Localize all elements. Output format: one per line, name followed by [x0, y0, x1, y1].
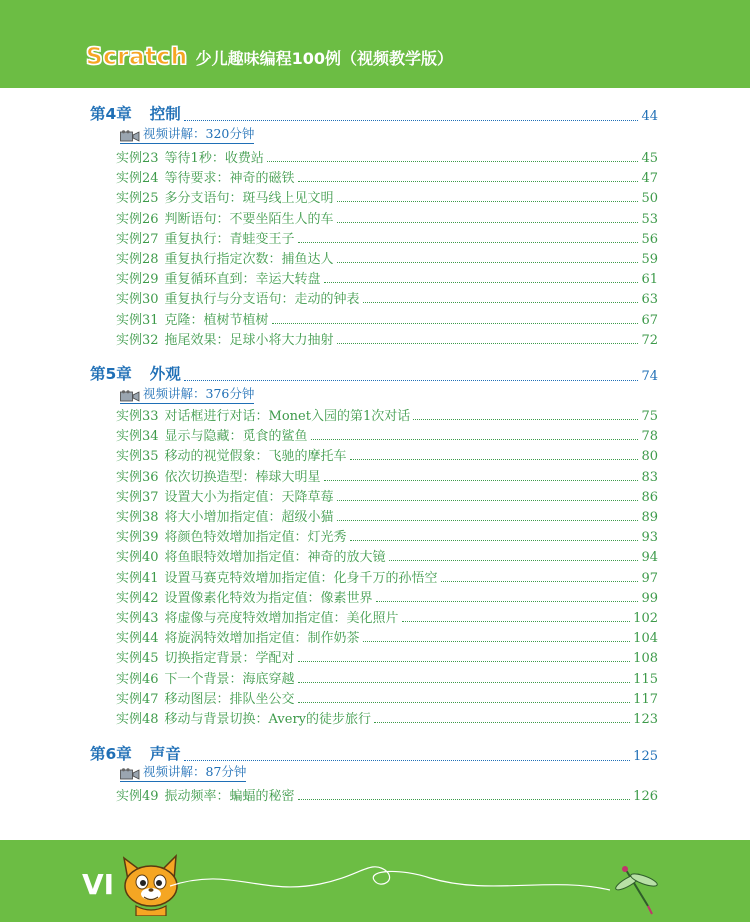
toc-entry-row[interactable]: [0, 786, 750, 804]
entry-title: 设置大小为指定值：天降草莓: [164, 489, 334, 505]
leader-dots: [267, 161, 639, 162]
entry-number: 实例47: [116, 691, 159, 707]
entry-title: 将大小增加指定值：超级小猫: [164, 510, 334, 525]
entry-page: 102: [633, 611, 658, 626]
entry-page: 80: [641, 449, 658, 465]
leader-dots: [413, 419, 638, 420]
toc-entry-row[interactable]: [0, 229, 750, 247]
leader-dots: [324, 480, 639, 481]
swirl-line-icon: [170, 856, 610, 906]
entry-label: [116, 187, 334, 206]
entry-title: 将颜色特效增加指定值：灯光秀: [164, 530, 347, 546]
entry-title: 将鱼眼特效增加指定值：神奇的放大镜: [164, 550, 386, 566]
entry-title: 对话框进行对话：Monet入园的第1次对话: [164, 409, 411, 424]
entry-title: 克隆：植树节植树: [164, 312, 269, 328]
entry-page: 93: [641, 530, 658, 546]
entry-title: 重复执行：青蛙变王子: [164, 231, 295, 247]
leader-dots: [184, 120, 639, 121]
toc-entry-row[interactable]: [0, 527, 750, 545]
entry-label: [116, 309, 269, 328]
toc-entry-row[interactable]: [0, 406, 750, 424]
entry-label: [116, 405, 410, 424]
entry-number: 实例23: [116, 151, 159, 166]
entry-label: [116, 288, 360, 307]
entry-number: 实例36: [116, 469, 159, 485]
video-duration: [120, 762, 246, 782]
leader-dots: [337, 262, 639, 263]
toc-entry-row[interactable]: [0, 588, 750, 606]
leader-dots: [376, 601, 639, 602]
leader-dots: [298, 661, 631, 662]
entry-number: 实例31: [116, 312, 159, 328]
entry-title: 移动与背景切换：Avery的徒步旅行: [164, 712, 372, 727]
entry-label: [116, 167, 295, 186]
leader-dots: [363, 302, 639, 303]
entry-label: [116, 688, 295, 707]
entry-number: 实例43: [116, 611, 159, 626]
leader-dots: [363, 641, 631, 642]
entry-title: 移动图层：排队坐公交: [164, 691, 295, 707]
chapter-page: 125: [633, 749, 658, 764]
entry-label: [116, 647, 295, 666]
entry-label: [116, 486, 334, 505]
entry-number: 实例49: [116, 789, 159, 804]
leader-dots: [402, 621, 631, 622]
toc-entry-row[interactable]: [0, 310, 750, 328]
entry-label: [116, 567, 438, 586]
leader-dots: [298, 682, 631, 683]
leader-dots: [184, 380, 639, 381]
chapter-page: 44: [641, 109, 658, 124]
leader-dots: [324, 282, 639, 283]
entry-page: 72: [641, 332, 658, 348]
entry-title: 判断语句：不要坐陌生人的车: [164, 211, 334, 227]
entry-page: 45: [641, 151, 658, 166]
entry-number: 实例40: [116, 550, 159, 566]
entry-page: 47: [641, 171, 658, 187]
entry-label: [116, 785, 295, 804]
entry-page: 63: [641, 292, 658, 308]
entry-number: 实例48: [116, 712, 159, 727]
toc-entry-row[interactable]: [0, 188, 750, 206]
entry-number: 实例41: [116, 570, 159, 586]
video-duration-row: [0, 388, 750, 404]
toc-chapter-row[interactable]: [0, 362, 750, 384]
entry-label: [116, 329, 334, 348]
entry-label: [116, 587, 373, 606]
chapter-number: 第5章: [90, 365, 132, 383]
toc-entry-row[interactable]: [0, 330, 750, 348]
entry-page: 56: [641, 231, 658, 247]
leader-dots: [298, 242, 639, 243]
entry-page: 123: [633, 712, 658, 727]
toc-entry-row[interactable]: [0, 209, 750, 227]
entry-page: 50: [641, 191, 658, 207]
chapter-heading: [90, 362, 181, 384]
entry-label: [116, 466, 321, 485]
entry-label: [116, 546, 386, 565]
entry-number: 实例26: [116, 211, 159, 227]
leader-dots: [337, 343, 639, 344]
entry-number: 实例30: [116, 292, 159, 308]
toc-entry-row[interactable]: [0, 148, 750, 166]
chapter-number: 第6章: [90, 745, 132, 763]
entry-label: [116, 248, 334, 267]
entry-number: 实例42: [116, 590, 159, 606]
entry-page: 126: [633, 789, 658, 804]
entry-page: 67: [641, 312, 658, 328]
entry-label: [116, 228, 295, 247]
entry-number: 实例33: [116, 409, 159, 424]
entry-number: 实例39: [116, 530, 159, 546]
entry-page: 53: [641, 211, 658, 227]
toc-entry-row[interactable]: [0, 426, 750, 444]
entry-page: 61: [641, 272, 658, 288]
entry-label: [116, 526, 347, 545]
entry-label: [116, 208, 334, 227]
toc-entry-row[interactable]: [0, 669, 750, 687]
entry-title: 拖尾效果：足球小将大力抽射: [164, 332, 334, 348]
leader-dots: [298, 181, 639, 182]
entry-title: 将旋涡特效增加指定值：制作奶茶: [164, 631, 360, 647]
entry-title: 重复执行指定次数：捕鱼达人: [164, 252, 334, 267]
toc-entry-row[interactable]: [0, 289, 750, 307]
entry-label: [116, 627, 360, 646]
entry-title: 下一个背景：海底穿越: [164, 671, 295, 687]
video-duration-text: 视频讲解：320分钟: [143, 126, 255, 141]
entry-number: 实例28: [116, 252, 159, 267]
book-title: 少儿趣味编程100例（视频教学版）: [195, 48, 453, 68]
entry-number: 实例34: [116, 429, 159, 445]
dragonfly-icon: [612, 860, 662, 916]
toc-chapter-row[interactable]: [0, 742, 750, 764]
leader-dots: [350, 540, 639, 541]
chapter-page: 74: [641, 369, 658, 384]
entry-page: 108: [633, 651, 658, 667]
entry-page: 83: [641, 469, 658, 485]
entry-label: [116, 445, 347, 464]
entry-page: 117: [633, 691, 658, 707]
chapter-number: 第4章: [90, 105, 132, 123]
entry-label: [116, 147, 264, 166]
toc-entry-row[interactable]: [0, 467, 750, 485]
entry-page: 78: [641, 429, 658, 445]
toc-entry-row[interactable]: [0, 168, 750, 186]
entry-number: 实例25: [116, 191, 159, 207]
entry-title: 将虚像与亮度特效增加指定值：美化照片: [164, 611, 399, 626]
leader-dots: [350, 459, 639, 460]
entry-page: 86: [641, 489, 658, 505]
entry-number: 实例29: [116, 272, 159, 288]
toc-entry-row[interactable]: [0, 689, 750, 707]
toc-entry-row[interactable]: [0, 269, 750, 287]
entry-title: 重复循环直到：幸运大转盘: [164, 272, 321, 288]
toc-entry-row[interactable]: [0, 648, 750, 666]
video-duration-row: [0, 128, 750, 144]
leader-dots: [298, 799, 631, 800]
entry-number: 实例38: [116, 510, 159, 525]
leader-dots: [337, 201, 639, 202]
leader-dots: [441, 581, 639, 582]
chapter-heading: [90, 102, 181, 124]
entry-page: 115: [633, 671, 658, 687]
leader-dots: [389, 560, 639, 561]
entry-number: 实例46: [116, 671, 159, 687]
toc-entry-row[interactable]: [0, 709, 750, 727]
entry-page: 97: [641, 570, 658, 586]
entry-title: 振动频率：蝙蝠的秘密: [164, 789, 295, 804]
leader-dots: [298, 702, 631, 703]
leader-dots: [311, 439, 639, 440]
toc-chapter-row[interactable]: [0, 102, 750, 124]
toc-entry-row[interactable]: [0, 249, 750, 267]
entry-title: 切换指定背景：学配对: [164, 651, 295, 667]
video-duration: [120, 384, 254, 404]
entry-number: 实例24: [116, 171, 159, 187]
entry-label: [116, 708, 371, 727]
leader-dots: [374, 722, 630, 723]
brand-logo: Scratch: [86, 44, 188, 70]
entry-page: 99: [641, 590, 658, 606]
entry-label: [116, 506, 334, 525]
entry-title: 设置像素化特效为指定值：像素世界: [164, 590, 373, 606]
entry-page: 104: [633, 631, 658, 647]
entry-page: 94: [641, 550, 658, 566]
entry-title: 设置马赛克特效增加指定值：化身千万的孙悟空: [164, 570, 438, 586]
leader-dots: [184, 760, 630, 761]
toc-entry-row[interactable]: [0, 568, 750, 586]
page-number: VI: [82, 868, 115, 901]
entry-number: 实例27: [116, 231, 159, 247]
leader-dots: [337, 500, 639, 501]
entry-label: [116, 607, 399, 626]
entry-number: 实例37: [116, 489, 159, 505]
chapter-title: 外观: [149, 365, 181, 383]
entry-label: [116, 668, 295, 687]
video-duration-text: 视频讲解：376分钟: [143, 386, 255, 401]
entry-title: 依次切换造型：棒球大明星: [164, 469, 321, 485]
chapter-title: 声音: [149, 745, 181, 763]
video-duration: [120, 124, 254, 144]
leader-dots: [337, 222, 639, 223]
entry-label: [116, 268, 321, 287]
leader-dots: [272, 323, 639, 324]
leader-dots: [337, 520, 639, 521]
entry-page: 89: [641, 510, 658, 525]
chapter-heading: [90, 742, 181, 764]
toc-entry-row[interactable]: [0, 608, 750, 626]
entry-number: 实例45: [116, 651, 159, 667]
entry-page: 59: [641, 252, 658, 267]
chapter-title: 控制: [149, 105, 181, 123]
page-footer: [0, 840, 750, 922]
entry-title: 等待1秒：收费站: [164, 151, 264, 166]
entry-number: 实例32: [116, 332, 159, 348]
entry-title: 多分支语句：斑马线上见文明: [164, 191, 334, 207]
video-camera-icon: [120, 127, 140, 139]
entry-title: 显示与隐藏：觅食的鲨鱼: [164, 429, 308, 445]
entry-title: 等待要求：神奇的磁铁: [164, 171, 295, 187]
toc-entry-row[interactable]: [0, 507, 750, 525]
video-camera-icon: [120, 765, 140, 777]
toc-entry-row[interactable]: [0, 547, 750, 565]
video-duration-text: 视频讲解：87分钟: [143, 764, 247, 779]
video-camera-icon: [120, 387, 140, 399]
toc-entry-row[interactable]: [0, 628, 750, 646]
entry-title: 重复执行与分支语句：走动的钟表: [164, 292, 360, 308]
entry-number: 实例44: [116, 631, 159, 647]
toc-entry-row[interactable]: [0, 487, 750, 505]
entry-label: [116, 425, 308, 444]
entry-page: 75: [641, 409, 658, 424]
entry-title: 移动的视觉假象：飞驰的摩托车: [164, 449, 347, 465]
toc-entry-row[interactable]: [0, 446, 750, 464]
entry-number: 实例35: [116, 449, 159, 465]
video-duration-row: [0, 766, 750, 782]
